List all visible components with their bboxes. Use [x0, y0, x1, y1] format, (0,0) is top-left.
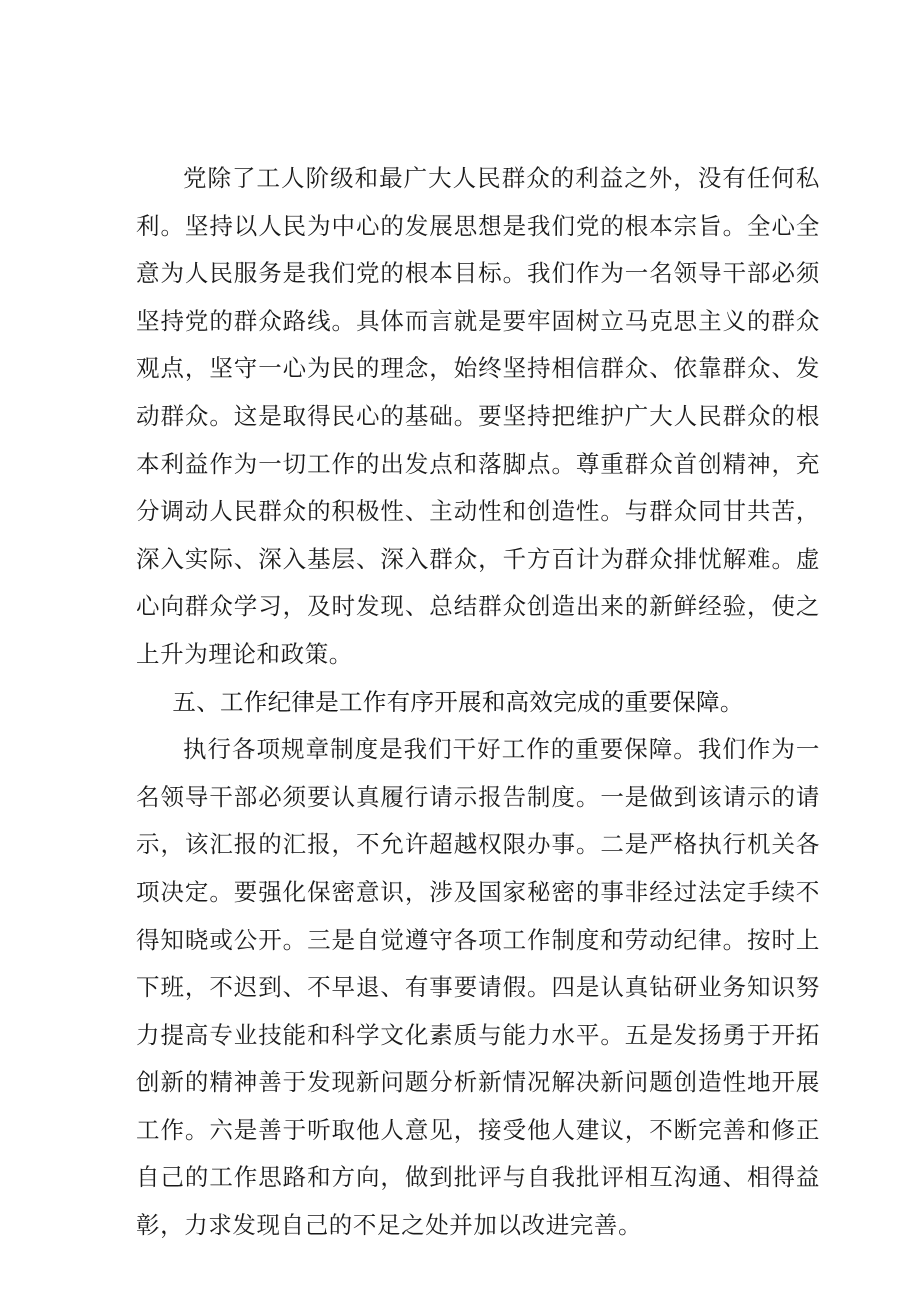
body-paragraph-rules-and-regulations: 执行各项规章制度是我们干好工作的重要保障。我们作为一名领导干部必须要认真履行请示报告制度。一是做到该请示的请示，该汇报的汇报，不允许超越权限办事。二是严格执行机关各项决定。要强化保密意识，涉及国家秘密的事非经过法定手续不得知晓或公开。三是自觉遵守各项工作制度和劳动纪律。按时上下班，不迟到、不早退、有事要请假。四是认真钻研业务知识努力提高专业技能和科学文化素质与能力水平。五是发扬勇于开拓创新的精神善于发现新问题分析新情况解决新问题创造性地开展工作。六是善于听取他人意见，接受他人建议，不断完善和修正自己的工作思路和方向，做到批评与自我批评相互沟通、相得益彰，力求发现自己的不足之处并加以改进完善。	[136, 735, 820, 1240]
section-heading-work-discipline: 五、工作纪律是工作有序开展和高效完成的重要保障。	[172, 687, 744, 716]
body-paragraph-mass-line: 党除了工人阶级和最广大人民群众的利益之外，没有任何私利。坚持以人民为中心的发展思想是我们党的根本宗旨。全心全意为人民服务是我们党的根本目标。我们作为一名领导干部必须坚持党的群众路线。具体而言就是要牢固树立马克思主义的群众观点，坚守一心为民的理念，始终坚持相信群众、依靠群众、发动群众。这是取得民心的基础。要坚持把维护广大人民群众的根本利益作为一切工作的出发点和落脚点。尊重群众首创精神，充分调动人民群众的积极性、主动性和创造性。与群众同甘共苦，深入实际、深入基层、深入群众，千方百计为群众排忧解难。虚心向群众学习，及时发现、总结群众创造出来的新鲜经验，使之上升为理论和政策。	[136, 164, 820, 668]
